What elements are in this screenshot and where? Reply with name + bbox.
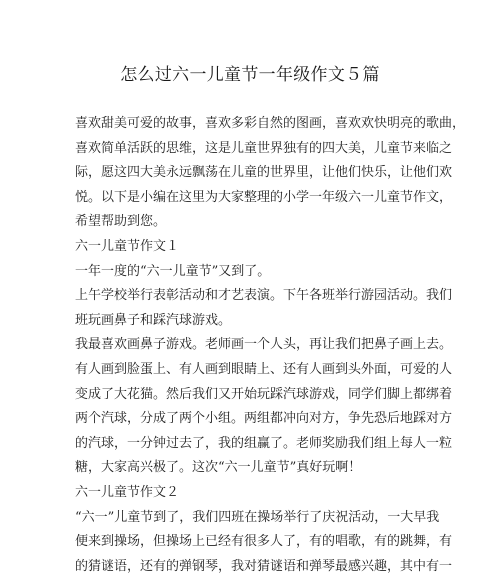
body-line: 变成了大花猫。然后我们又开始玩踩汽球游戏，同学们脚上都绑着 [75, 386, 453, 402]
body-line: 一年一度的“六一儿童节”又到了。 [75, 263, 271, 279]
document-body [75, 112, 466, 579]
body-line: 希望帮助到您。 [75, 214, 167, 230]
body-line: 便来到操场，但操场上已经有很多人了，有的唱歌，有的跳舞，有 [75, 534, 453, 550]
body-line: 喜欢简单活跃的思维，这是儿童世界独有的四大美，儿童节来临之 [75, 140, 453, 156]
section-heading: 六一儿童节作文２ [75, 484, 180, 500]
body-line: 糖，大家高兴极了。这次“六一儿童节”真好玩啊！ [75, 460, 362, 476]
body-line: “六一”儿童节到了，我们四班在操场举行了庆祝活动，一大早我 [75, 509, 440, 525]
body-line: 悦。以下是小编在这里为大家整理的小学一年级六一儿童节作文， [75, 189, 453, 205]
body-line: 上午学校举行表彰活动和才艺表演。下午各班举行游园活动。我们 [75, 288, 453, 304]
body-line: 的猜谜语，还有的弹钢琴，我对猜谜语和弹琴最感兴趣，其中有一 [75, 558, 453, 574]
document-title: 怎么过六一儿童节一年级作文５篇 [120, 65, 380, 85]
body-line: 有人画到脸蛋上、有人画到眼睛上、还有人画到头外面，可爱的人 [75, 361, 453, 377]
body-line: 的汽球，一分钟过去了，我的组赢了。老师奖励我们组上每人一粒 [75, 435, 453, 451]
section-heading: 六一儿童节作文１ [75, 238, 180, 254]
body-line: 两个汽球，分成了两个小组。两组都冲向对方，争先恐后地踩对方 [75, 411, 453, 427]
body-line: 班玩画鼻子和踩汽球游戏。 [75, 312, 232, 328]
body-line: 际，愿这四大美永远飘荡在儿童的世界里，让他们快乐，让他们欢 [75, 165, 453, 181]
body-line: 喜欢甜美可爱的故事，喜欢多彩自然的图画，喜欢欢快明亮的歌曲， [75, 116, 466, 131]
body-line: 我最喜欢画鼻子游戏。老师画一个人头，再让我们把鼻子画上去。 [75, 337, 453, 353]
